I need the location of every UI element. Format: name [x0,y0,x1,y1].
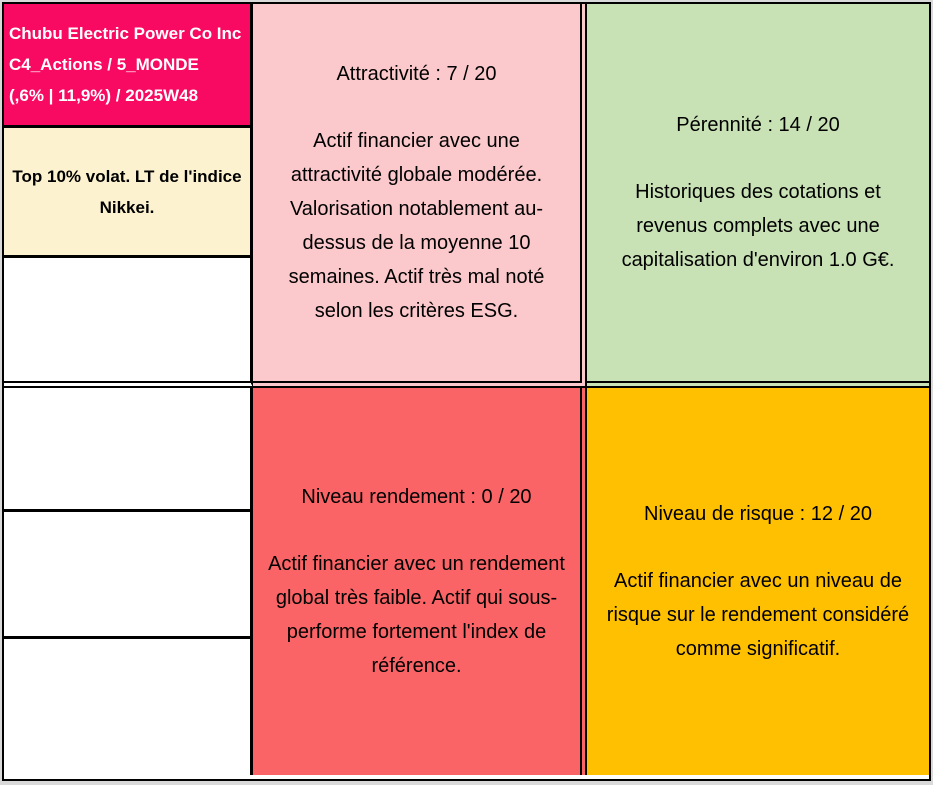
rendement-description: Actif financier avec un rendement global très faible. Actif qui sous-performe fortement l'index de référence. [268,552,565,677]
risque-score-title: Niveau de risque : 12 / 20 [644,502,872,525]
note-line-1: Top 10% volat. LT de l'indice [12,166,242,186]
panel-perennite [587,4,929,388]
note-line-2: Nikkei. [99,197,155,217]
panel-rendement [253,388,587,775]
empty-cell-2 [4,388,253,512]
empty-cell-1 [4,258,253,388]
empty-cell-3 [4,512,253,639]
empty-cell-4 [4,639,253,775]
asset-stats-period: (,6% | 11,9%) / 2025W48 [9,86,199,105]
risque-description: Actif financier avec un niveau de risque sur le rendement considéré comme significatif. [606,569,910,660]
perennite-score-title: Pérennité : 14 / 20 [676,113,840,136]
asset-title-cell [4,4,253,128]
panel-attractivite [253,4,587,388]
attractivite-description: Actif financier avec une attractivité globale modérée. Valorisation notablement au-dessus de la moyenne 10 semaines. Actif très mal noté selon les critères ESG. [288,129,545,322]
asset-category: C4_Actions / 5_MONDE [9,55,199,74]
attractivite-score-title: Attractivité : 7 / 20 [336,62,497,85]
panel-risque [587,388,929,775]
volatility-note-cell [4,128,253,258]
asset-name: Chubu Electric Power Co Inc [9,24,242,43]
rating-table [2,2,931,781]
rendement-score-title: Niveau rendement : 0 / 20 [301,485,532,508]
perennite-description: Historiques des cotations et revenus complets avec une capitalisation d'environ 1.0 G€. [621,180,895,271]
